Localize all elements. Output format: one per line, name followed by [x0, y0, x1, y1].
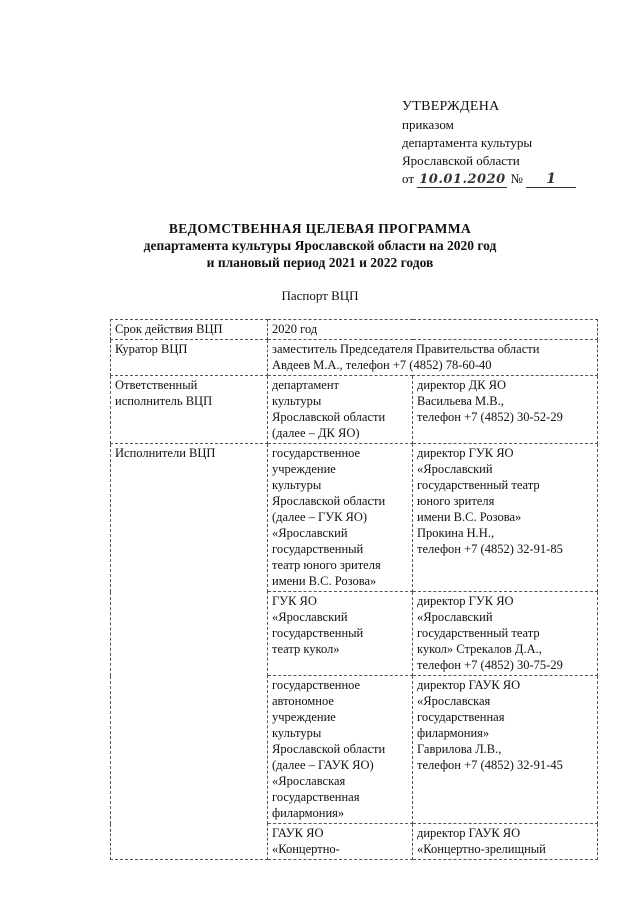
- director-cell: [413, 444, 598, 592]
- table-row: [111, 340, 598, 376]
- cell-line: филармония»: [272, 806, 345, 820]
- cell-line: телефон +7 (4852) 30-75-29: [417, 658, 563, 672]
- cell-line: Ярославской области: [272, 742, 386, 756]
- cell-line: директор ДК ЯО: [417, 378, 507, 392]
- date-prefix: от: [402, 171, 415, 186]
- cell-line: культуры: [272, 726, 322, 740]
- table-row: [111, 376, 598, 444]
- number-sign: №: [510, 171, 523, 186]
- row-value: 2020 год: [268, 320, 598, 340]
- cell-line: ГУК ЯО: [272, 594, 317, 608]
- organization-cell: [268, 676, 413, 824]
- cell-line: «Ярославский: [417, 610, 493, 624]
- organization-cell: [268, 444, 413, 592]
- organization-cell: [268, 824, 413, 860]
- cell-line: государственный театр: [417, 626, 540, 640]
- approval-block: [402, 98, 602, 188]
- cell-line: филармония»: [417, 726, 490, 740]
- cell-line: директор ГУК ЯО: [417, 594, 514, 608]
- cell-line: учреждение: [272, 710, 336, 724]
- row-label: Куратор ВЦП: [111, 340, 268, 376]
- cell-line: «Ярославская: [272, 774, 346, 788]
- approval-heading: УТВЕРЖДЕНА: [402, 99, 500, 114]
- document-title: [100, 220, 540, 271]
- label-line: Ответственный: [115, 378, 198, 392]
- cell-line: телефон +7 (4852) 32-91-45: [417, 758, 563, 772]
- cell-line: «Ярославский: [417, 462, 493, 476]
- cell-line: автономное: [272, 694, 334, 708]
- cell-line: Ярославской области: [272, 410, 386, 424]
- title-line-3: и плановый период 2021 и 2022 годов: [206, 255, 434, 270]
- approval-line: Ярославской области: [402, 153, 520, 168]
- cell-line: театр юного зрителя: [272, 558, 381, 572]
- cell-line: государственный: [272, 626, 364, 640]
- director-cell: [413, 824, 598, 860]
- cell-line: Прокина Н.Н.,: [417, 526, 495, 540]
- row-label: Срок действия ВЦП: [111, 320, 268, 340]
- row-value: [268, 340, 598, 376]
- cell-line: (далее – ГУК ЯО): [272, 510, 368, 524]
- handwritten-number: 1: [526, 172, 576, 188]
- cell-line: государственное: [272, 446, 361, 460]
- cell-line: телефон +7 (4852) 32-91-85: [417, 542, 563, 556]
- approval-line: департамента культуры: [402, 135, 533, 150]
- cell-line: директор ГАУК ЯО: [417, 678, 521, 692]
- cell-line: «Концертно-зрелищный: [417, 842, 546, 856]
- cell-line: учреждение: [272, 462, 336, 476]
- cell-line: (далее – ДК ЯО): [272, 426, 360, 440]
- cell-line: культуры: [272, 394, 322, 408]
- row-label: [111, 376, 268, 444]
- cell-line: государственная: [417, 710, 505, 724]
- passport-heading: Паспорт ВЦП: [281, 288, 359, 303]
- table-row: [111, 444, 598, 592]
- cell-line: кукол» Стрекалов Д.А.,: [417, 642, 542, 656]
- cell-line: (далее – ГАУК ЯО): [272, 758, 374, 772]
- cell-line: государственная: [272, 790, 360, 804]
- cell-line: телефон +7 (4852) 30-52-29: [417, 410, 563, 424]
- director-cell: [413, 376, 598, 444]
- cell-line: государственный: [272, 542, 364, 556]
- value-line: заместитель Председателя Правительства области: [272, 342, 540, 356]
- cell-line: директор ГАУК ЯО: [417, 826, 521, 840]
- cell-line: ГАУК ЯО: [272, 826, 324, 840]
- label-line: исполнитель ВЦП: [115, 394, 213, 408]
- value-line: Авдеев М.А., телефон +7 (4852) 78-60-40: [272, 358, 492, 372]
- organization-cell: [268, 376, 413, 444]
- cell-line: департамент: [272, 378, 340, 392]
- cell-line: имени В.С. Розова»: [272, 574, 377, 588]
- cell-line: культуры: [272, 478, 322, 492]
- cell-line: театр кукол»: [272, 642, 340, 656]
- cell-line: Васильева М.В.,: [417, 394, 504, 408]
- cell-line: директор ГУК ЯО: [417, 446, 514, 460]
- cell-line: Ярославской области: [272, 494, 386, 508]
- cell-line: «Ярославский: [272, 610, 348, 624]
- cell-line: государственный театр: [417, 478, 540, 492]
- title-line-2: департамента культуры Ярославской области на 2020 год: [143, 238, 497, 253]
- cell-line: юного зрителя: [417, 494, 495, 508]
- cell-line: «Концертно-: [272, 842, 340, 856]
- director-cell: [413, 592, 598, 676]
- cell-line: имени В.С. Розова»: [417, 510, 522, 524]
- handwritten-date: 10.01.2020: [419, 172, 506, 187]
- cell-line: Гаврилова Л.В.,: [417, 742, 502, 756]
- approval-date-line: [402, 170, 602, 188]
- title-line-1: ВЕДОМСТВЕННАЯ ЦЕЛЕВАЯ ПРОГРАММА: [168, 221, 472, 236]
- approval-line: приказом: [402, 117, 454, 132]
- cell-line: государственное: [272, 678, 361, 692]
- director-cell: [413, 676, 598, 824]
- row-label: Исполнители ВЦП: [111, 444, 268, 860]
- cell-line: «Ярославская: [417, 694, 491, 708]
- table-row: [111, 320, 598, 340]
- cell-line: «Ярославский: [272, 526, 348, 540]
- passport-table: [110, 319, 598, 860]
- organization-cell: [268, 592, 413, 676]
